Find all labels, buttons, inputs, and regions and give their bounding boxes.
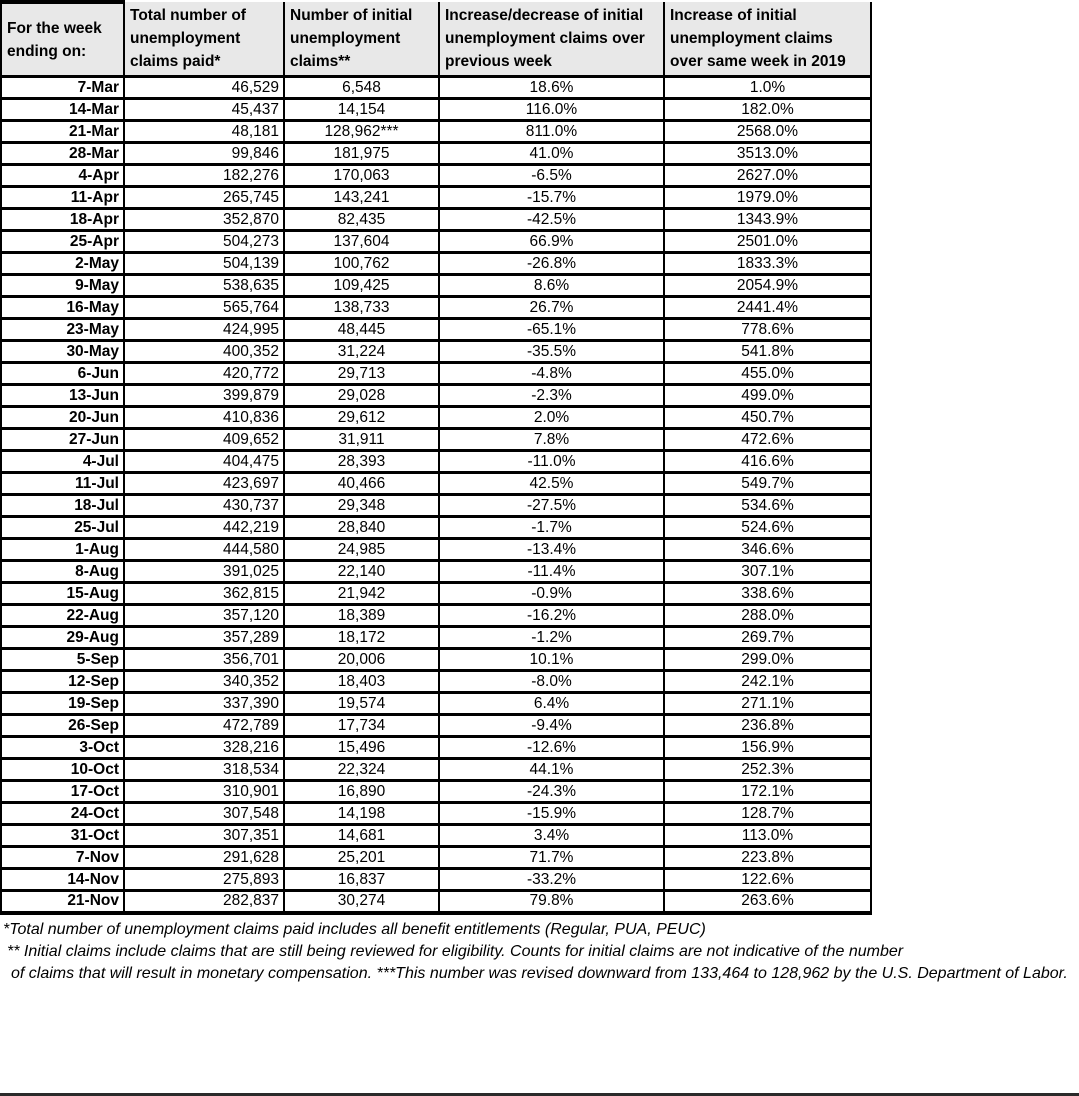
cell-total-claims-paid: 307,351 bbox=[124, 825, 284, 847]
cell-total-claims-paid: 48,181 bbox=[124, 121, 284, 143]
cell-total-claims-paid: 442,219 bbox=[124, 517, 284, 539]
cell-total-claims-paid: 430,737 bbox=[124, 495, 284, 517]
cell-change-prev-week: -11.4% bbox=[439, 561, 664, 583]
table-row bbox=[1, 803, 871, 825]
cell-total-claims-paid: 472,789 bbox=[124, 715, 284, 737]
cell-change-vs-2019: 299.0% bbox=[664, 649, 871, 671]
cell-week-ending-date: 18-Apr bbox=[1, 209, 124, 231]
cell-total-claims-paid: 182,276 bbox=[124, 165, 284, 187]
cell-change-vs-2019: 3513.0% bbox=[664, 143, 871, 165]
cell-initial-claims: 18,172 bbox=[284, 627, 439, 649]
table-row bbox=[1, 319, 871, 341]
cell-week-ending-date: 21-Nov bbox=[1, 891, 124, 913]
cell-total-claims-paid: 399,879 bbox=[124, 385, 284, 407]
cell-total-claims-paid: 352,870 bbox=[124, 209, 284, 231]
cell-initial-claims: 138,733 bbox=[284, 297, 439, 319]
table-row bbox=[1, 759, 871, 781]
cell-change-prev-week: 6.4% bbox=[439, 693, 664, 715]
cell-initial-claims: 25,201 bbox=[284, 847, 439, 869]
cell-change-vs-2019: 156.9% bbox=[664, 737, 871, 759]
cell-total-claims-paid: 282,837 bbox=[124, 891, 284, 913]
cell-week-ending-date: 4-Jul bbox=[1, 451, 124, 473]
cell-total-claims-paid: 362,815 bbox=[124, 583, 284, 605]
cell-change-vs-2019: 269.7% bbox=[664, 627, 871, 649]
cell-week-ending-date: 4-Apr bbox=[1, 165, 124, 187]
cell-initial-claims: 100,762 bbox=[284, 253, 439, 275]
cell-initial-claims: 16,890 bbox=[284, 781, 439, 803]
cell-initial-claims: 31,911 bbox=[284, 429, 439, 451]
cell-change-prev-week: -24.3% bbox=[439, 781, 664, 803]
cell-change-vs-2019: 499.0% bbox=[664, 385, 871, 407]
table-row bbox=[1, 231, 871, 253]
cell-change-prev-week: -65.1% bbox=[439, 319, 664, 341]
column-header-initial-claims: Number of initial unemployment claims** bbox=[284, 2, 439, 77]
cell-change-vs-2019: 288.0% bbox=[664, 605, 871, 627]
footnotes bbox=[0, 915, 1079, 985]
cell-change-vs-2019: 1833.3% bbox=[664, 253, 871, 275]
cell-change-prev-week: 116.0% bbox=[439, 99, 664, 121]
cell-total-claims-paid: 340,352 bbox=[124, 671, 284, 693]
cell-change-prev-week: -2.3% bbox=[439, 385, 664, 407]
footnote-initial-claims-line2: of claims that will result in monetary compensation. ***This number was revised downward from 133,464 to 128,962 by the U.S. Department of Labor. bbox=[11, 964, 1068, 982]
table-row bbox=[1, 583, 871, 605]
cell-change-vs-2019: 223.8% bbox=[664, 847, 871, 869]
table-row bbox=[1, 847, 871, 869]
cell-change-vs-2019: 338.6% bbox=[664, 583, 871, 605]
table-row bbox=[1, 363, 871, 385]
cell-change-prev-week: -15.9% bbox=[439, 803, 664, 825]
cell-total-claims-paid: 391,025 bbox=[124, 561, 284, 583]
cell-initial-claims: 16,837 bbox=[284, 869, 439, 891]
table-row bbox=[1, 77, 871, 99]
table-row bbox=[1, 143, 871, 165]
table-row bbox=[1, 869, 871, 891]
cell-week-ending-date: 25-Jul bbox=[1, 517, 124, 539]
cell-change-prev-week: 8.6% bbox=[439, 275, 664, 297]
cell-week-ending-date: 19-Sep bbox=[1, 693, 124, 715]
cell-initial-claims: 21,942 bbox=[284, 583, 439, 605]
cell-total-claims-paid: 409,652 bbox=[124, 429, 284, 451]
cell-change-prev-week: -11.0% bbox=[439, 451, 664, 473]
cell-initial-claims: 22,324 bbox=[284, 759, 439, 781]
cell-change-prev-week: 10.1% bbox=[439, 649, 664, 671]
table-row bbox=[1, 649, 871, 671]
cell-change-vs-2019: 2441.4% bbox=[664, 297, 871, 319]
cell-week-ending-date: 24-Oct bbox=[1, 803, 124, 825]
header-row bbox=[1, 2, 871, 77]
cell-change-vs-2019: 2501.0% bbox=[664, 231, 871, 253]
table-row bbox=[1, 451, 871, 473]
cell-week-ending-date: 10-Oct bbox=[1, 759, 124, 781]
cell-change-vs-2019: 524.6% bbox=[664, 517, 871, 539]
cell-week-ending-date: 3-Oct bbox=[1, 737, 124, 759]
table-row bbox=[1, 627, 871, 649]
cell-change-prev-week: -27.5% bbox=[439, 495, 664, 517]
cell-change-vs-2019: 455.0% bbox=[664, 363, 871, 385]
cell-change-prev-week: 41.0% bbox=[439, 143, 664, 165]
cell-change-prev-week: -4.8% bbox=[439, 363, 664, 385]
cell-change-prev-week: 7.8% bbox=[439, 429, 664, 451]
table-row bbox=[1, 671, 871, 693]
cell-change-prev-week: 79.8% bbox=[439, 891, 664, 913]
cell-week-ending-date: 5-Sep bbox=[1, 649, 124, 671]
cell-initial-claims: 29,612 bbox=[284, 407, 439, 429]
cell-change-vs-2019: 182.0% bbox=[664, 99, 871, 121]
cell-initial-claims: 20,006 bbox=[284, 649, 439, 671]
table-row bbox=[1, 121, 871, 143]
table-row bbox=[1, 99, 871, 121]
cell-week-ending-date: 22-Aug bbox=[1, 605, 124, 627]
cell-week-ending-date: 27-Jun bbox=[1, 429, 124, 451]
cell-change-vs-2019: 172.1% bbox=[664, 781, 871, 803]
column-header-change-vs-2019: Increase of initial unemployment claims over same week in 2019 bbox=[664, 2, 871, 77]
column-header-change-prev-week: Increase/decrease of initial unemployment claims over previous week bbox=[439, 2, 664, 77]
cell-initial-claims: 109,425 bbox=[284, 275, 439, 297]
cell-change-prev-week: -1.7% bbox=[439, 517, 664, 539]
cell-initial-claims: 29,348 bbox=[284, 495, 439, 517]
cell-week-ending-date: 28-Mar bbox=[1, 143, 124, 165]
cell-initial-claims: 24,985 bbox=[284, 539, 439, 561]
cell-initial-claims: 22,140 bbox=[284, 561, 439, 583]
cell-initial-claims: 82,435 bbox=[284, 209, 439, 231]
cell-week-ending-date: 6-Jun bbox=[1, 363, 124, 385]
table-row bbox=[1, 693, 871, 715]
cell-total-claims-paid: 420,772 bbox=[124, 363, 284, 385]
cell-total-claims-paid: 538,635 bbox=[124, 275, 284, 297]
cell-change-prev-week: 2.0% bbox=[439, 407, 664, 429]
cell-change-vs-2019: 236.8% bbox=[664, 715, 871, 737]
cell-change-vs-2019: 1.0% bbox=[664, 77, 871, 99]
cell-change-vs-2019: 778.6% bbox=[664, 319, 871, 341]
cell-week-ending-date: 11-Jul bbox=[1, 473, 124, 495]
table-header bbox=[1, 2, 871, 77]
cell-initial-claims: 14,198 bbox=[284, 803, 439, 825]
cell-initial-claims: 6,548 bbox=[284, 77, 439, 99]
cell-initial-claims: 137,604 bbox=[284, 231, 439, 253]
cell-initial-claims: 31,224 bbox=[284, 341, 439, 363]
cell-change-prev-week: 26.7% bbox=[439, 297, 664, 319]
cell-total-claims-paid: 310,901 bbox=[124, 781, 284, 803]
table-row bbox=[1, 407, 871, 429]
column-header-week-ending: For the week ending on: bbox=[1, 2, 124, 77]
cell-change-prev-week: -8.0% bbox=[439, 671, 664, 693]
cell-initial-claims: 18,403 bbox=[284, 671, 439, 693]
cell-initial-claims: 18,389 bbox=[284, 605, 439, 627]
cell-total-claims-paid: 400,352 bbox=[124, 341, 284, 363]
cell-initial-claims: 48,445 bbox=[284, 319, 439, 341]
cell-total-claims-paid: 328,216 bbox=[124, 737, 284, 759]
cell-week-ending-date: 23-May bbox=[1, 319, 124, 341]
cell-week-ending-date: 14-Nov bbox=[1, 869, 124, 891]
cell-change-vs-2019: 242.1% bbox=[664, 671, 871, 693]
cell-change-prev-week: -13.4% bbox=[439, 539, 664, 561]
cell-total-claims-paid: 404,475 bbox=[124, 451, 284, 473]
cell-change-prev-week: -26.8% bbox=[439, 253, 664, 275]
cell-change-prev-week: 18.6% bbox=[439, 77, 664, 99]
cell-initial-claims: 17,734 bbox=[284, 715, 439, 737]
cell-week-ending-date: 18-Jul bbox=[1, 495, 124, 517]
cell-initial-claims: 143,241 bbox=[284, 187, 439, 209]
table-row bbox=[1, 517, 871, 539]
cell-change-prev-week: 44.1% bbox=[439, 759, 664, 781]
cell-total-claims-paid: 265,745 bbox=[124, 187, 284, 209]
cell-change-prev-week: -16.2% bbox=[439, 605, 664, 627]
table-row bbox=[1, 781, 871, 803]
cell-change-vs-2019: 534.6% bbox=[664, 495, 871, 517]
cell-week-ending-date: 8-Aug bbox=[1, 561, 124, 583]
cell-week-ending-date: 20-Jun bbox=[1, 407, 124, 429]
cell-total-claims-paid: 356,701 bbox=[124, 649, 284, 671]
cell-change-vs-2019: 541.8% bbox=[664, 341, 871, 363]
cell-total-claims-paid: 307,548 bbox=[124, 803, 284, 825]
cell-change-prev-week: -35.5% bbox=[439, 341, 664, 363]
cell-week-ending-date: 11-Apr bbox=[1, 187, 124, 209]
cell-change-vs-2019: 1343.9% bbox=[664, 209, 871, 231]
cell-change-prev-week: -0.9% bbox=[439, 583, 664, 605]
cell-total-claims-paid: 99,846 bbox=[124, 143, 284, 165]
cell-initial-claims: 181,975 bbox=[284, 143, 439, 165]
cell-change-vs-2019: 346.6% bbox=[664, 539, 871, 561]
cell-week-ending-date: 9-May bbox=[1, 275, 124, 297]
cell-change-prev-week: -9.4% bbox=[439, 715, 664, 737]
table-row bbox=[1, 297, 871, 319]
cell-week-ending-date: 26-Sep bbox=[1, 715, 124, 737]
table-row bbox=[1, 495, 871, 517]
table-row bbox=[1, 385, 871, 407]
table-row bbox=[1, 341, 871, 363]
table-row bbox=[1, 165, 871, 187]
cell-initial-claims: 28,393 bbox=[284, 451, 439, 473]
cell-week-ending-date: 7-Nov bbox=[1, 847, 124, 869]
cell-total-claims-paid: 45,437 bbox=[124, 99, 284, 121]
cell-change-prev-week: -15.7% bbox=[439, 187, 664, 209]
cell-initial-claims: 30,274 bbox=[284, 891, 439, 913]
cell-change-vs-2019: 2568.0% bbox=[664, 121, 871, 143]
cell-change-vs-2019: 122.6% bbox=[664, 869, 871, 891]
cell-week-ending-date: 15-Aug bbox=[1, 583, 124, 605]
cell-change-vs-2019: 252.3% bbox=[664, 759, 871, 781]
table-row bbox=[1, 737, 871, 759]
footnote-initial-claims-line1: ** Initial claims include claims that are still being reviewed for eligibility. Counts for initial claims are not indicative of the number bbox=[7, 942, 904, 960]
cell-initial-claims: 128,962*** bbox=[284, 121, 439, 143]
cell-week-ending-date: 29-Aug bbox=[1, 627, 124, 649]
cell-initial-claims: 14,681 bbox=[284, 825, 439, 847]
cell-week-ending-date: 21-Mar bbox=[1, 121, 124, 143]
cell-change-vs-2019: 2627.0% bbox=[664, 165, 871, 187]
cell-total-claims-paid: 337,390 bbox=[124, 693, 284, 715]
cell-week-ending-date: 12-Sep bbox=[1, 671, 124, 693]
cell-change-vs-2019: 307.1% bbox=[664, 561, 871, 583]
cell-total-claims-paid: 357,120 bbox=[124, 605, 284, 627]
cell-total-claims-paid: 357,289 bbox=[124, 627, 284, 649]
cell-change-prev-week: -12.6% bbox=[439, 737, 664, 759]
cell-change-vs-2019: 549.7% bbox=[664, 473, 871, 495]
cell-change-prev-week: -6.5% bbox=[439, 165, 664, 187]
cell-initial-claims: 28,840 bbox=[284, 517, 439, 539]
table-row bbox=[1, 715, 871, 737]
cell-change-vs-2019: 472.6% bbox=[664, 429, 871, 451]
cell-change-prev-week: 3.4% bbox=[439, 825, 664, 847]
cell-total-claims-paid: 318,534 bbox=[124, 759, 284, 781]
table-row bbox=[1, 825, 871, 847]
cell-change-prev-week: 42.5% bbox=[439, 473, 664, 495]
cell-week-ending-date: 1-Aug bbox=[1, 539, 124, 561]
cell-change-prev-week: 71.7% bbox=[439, 847, 664, 869]
cell-week-ending-date: 17-Oct bbox=[1, 781, 124, 803]
table-row bbox=[1, 187, 871, 209]
cell-week-ending-date: 13-Jun bbox=[1, 385, 124, 407]
cell-change-vs-2019: 128.7% bbox=[664, 803, 871, 825]
cell-total-claims-paid: 504,273 bbox=[124, 231, 284, 253]
table-row bbox=[1, 539, 871, 561]
cell-total-claims-paid: 444,580 bbox=[124, 539, 284, 561]
cell-total-claims-paid: 424,995 bbox=[124, 319, 284, 341]
table-body bbox=[1, 77, 871, 913]
cell-total-claims-paid: 410,836 bbox=[124, 407, 284, 429]
cell-change-vs-2019: 113.0% bbox=[664, 825, 871, 847]
cell-week-ending-date: 14-Mar bbox=[1, 99, 124, 121]
cell-total-claims-paid: 423,697 bbox=[124, 473, 284, 495]
cell-total-claims-paid: 504,139 bbox=[124, 253, 284, 275]
cell-change-prev-week: 811.0% bbox=[439, 121, 664, 143]
cell-week-ending-date: 25-Apr bbox=[1, 231, 124, 253]
cell-change-vs-2019: 1979.0% bbox=[664, 187, 871, 209]
column-header-claims-paid: Total number of unemployment claims paid* bbox=[124, 2, 284, 77]
table-row bbox=[1, 605, 871, 627]
cell-change-vs-2019: 271.1% bbox=[664, 693, 871, 715]
cell-initial-claims: 40,466 bbox=[284, 473, 439, 495]
table-row bbox=[1, 209, 871, 231]
cell-change-prev-week: -1.2% bbox=[439, 627, 664, 649]
cell-total-claims-paid: 46,529 bbox=[124, 77, 284, 99]
cell-week-ending-date: 30-May bbox=[1, 341, 124, 363]
cell-change-prev-week: 66.9% bbox=[439, 231, 664, 253]
table-row bbox=[1, 429, 871, 451]
cell-initial-claims: 14,154 bbox=[284, 99, 439, 121]
cell-week-ending-date: 31-Oct bbox=[1, 825, 124, 847]
cell-change-vs-2019: 2054.9% bbox=[664, 275, 871, 297]
cell-week-ending-date: 16-May bbox=[1, 297, 124, 319]
cell-initial-claims: 19,574 bbox=[284, 693, 439, 715]
cell-week-ending-date: 2-May bbox=[1, 253, 124, 275]
footnote-claims-paid: *Total number of unemployment claims paid includes all benefit entitlements (Regular, PUA, PEUC) bbox=[3, 920, 706, 938]
cell-change-vs-2019: 416.6% bbox=[664, 451, 871, 473]
cell-initial-claims: 15,496 bbox=[284, 737, 439, 759]
cell-total-claims-paid: 275,893 bbox=[124, 869, 284, 891]
cell-initial-claims: 170,063 bbox=[284, 165, 439, 187]
cell-week-ending-date: 7-Mar bbox=[1, 77, 124, 99]
table-row bbox=[1, 891, 871, 913]
cell-total-claims-paid: 291,628 bbox=[124, 847, 284, 869]
table-row bbox=[1, 253, 871, 275]
table-row bbox=[1, 275, 871, 297]
cell-change-vs-2019: 263.6% bbox=[664, 891, 871, 913]
cell-change-prev-week: -33.2% bbox=[439, 869, 664, 891]
table-row bbox=[1, 473, 871, 495]
table-row bbox=[1, 561, 871, 583]
cell-change-vs-2019: 450.7% bbox=[664, 407, 871, 429]
cell-total-claims-paid: 565,764 bbox=[124, 297, 284, 319]
cell-change-prev-week: -42.5% bbox=[439, 209, 664, 231]
cell-initial-claims: 29,028 bbox=[284, 385, 439, 407]
cell-initial-claims: 29,713 bbox=[284, 363, 439, 385]
